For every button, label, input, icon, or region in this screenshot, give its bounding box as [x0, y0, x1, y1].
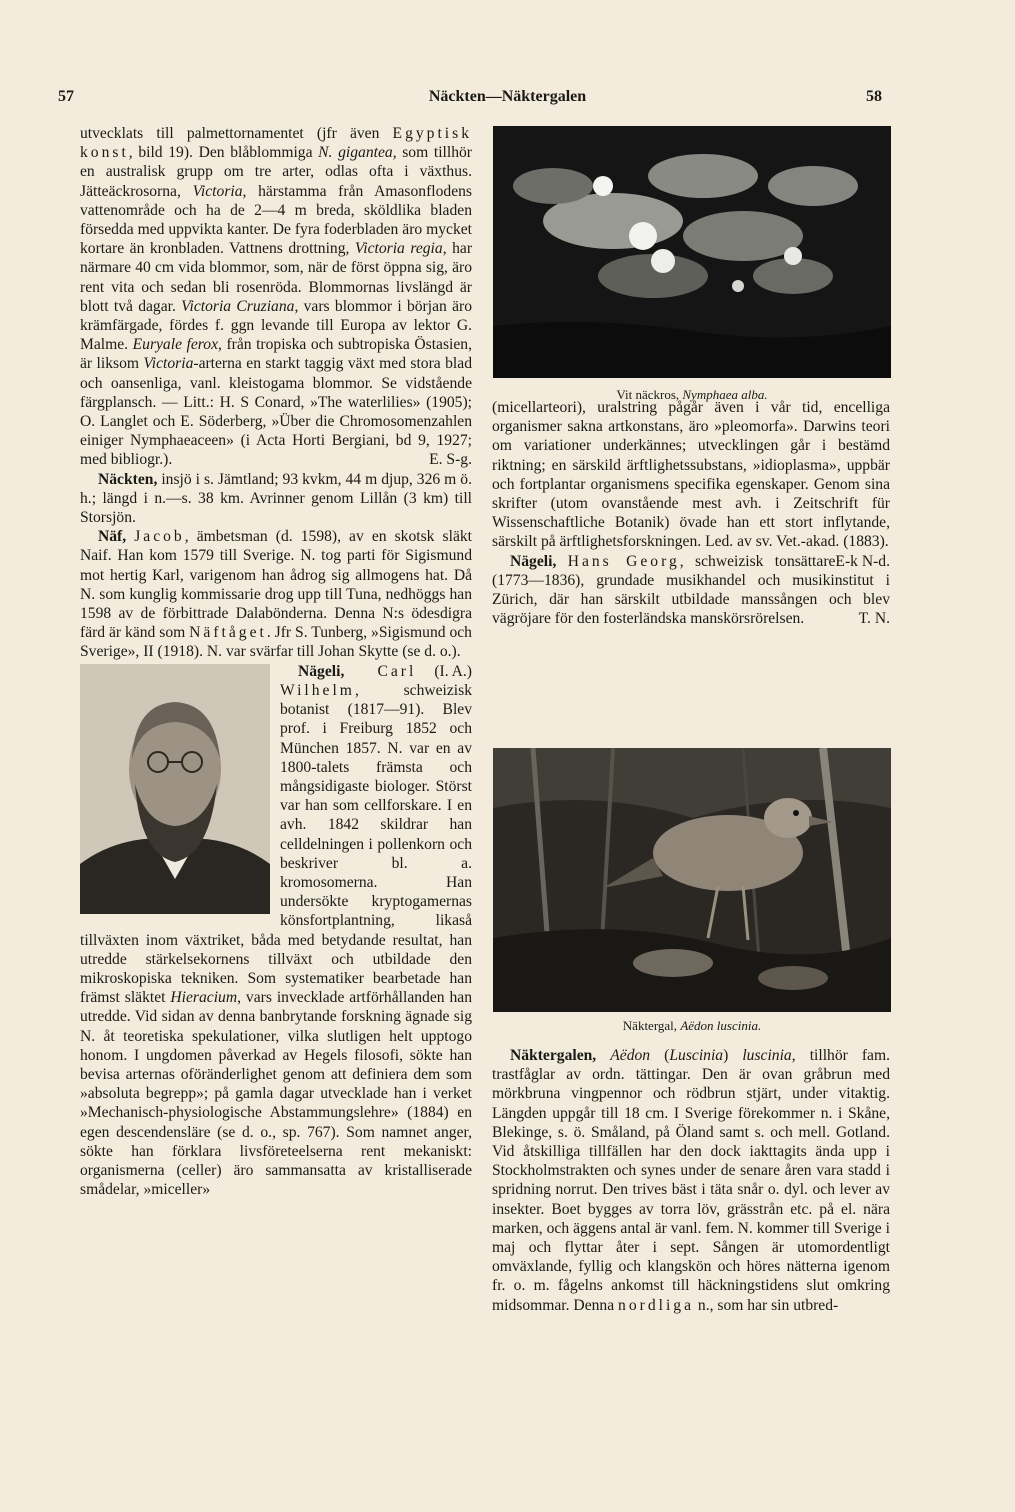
signature: E-k N-d.: [835, 552, 890, 570]
signature: E. S-g.: [429, 451, 472, 469]
page-number-right: 58: [866, 88, 882, 105]
entry-naktergalen: Näktergalen, Aëdon (Luscinia) luscinia, tillhör fam. trastfåglar av ordn. tättingar. Den är ovan gråbrun med mörkbruna vingpennor och rödbrun stjärt, under vitaktig. Längden uppgår till 18 cm. I Sverige förekommer n. i Skåne, Blekinge, s. ö. Småland, på Öland samt s. och mell. Gotland. Vid åtskilliga tillfällen har den dock iakttagits ända upp i Stockholmstrakten och synes under de senare åren vara stadd i spridning norrut. Den trives bäst i täta snår o. dyl. och lever av insekter. Boet bygges av torra löv, grässtrån etc. på el. nära marken, och äggens antal är vanl. fem. N. kommer till Sverige i maj och flyttar åter i sept. Sången är utomordentligt omväxlande, fyllig och klangskön och höres nätterna igenom fr. o. m. fågelns ankomst till häckningstidens slut omkring midsommar. Denna nordliga n., som har sin utbred-: [492, 1047, 891, 1314]
portrait-carl-nageli: [80, 664, 270, 914]
running-title: Näckten—Näktergalen: [428, 88, 587, 105]
signature: (I. A.): [434, 662, 472, 680]
nightingale-image: [493, 748, 891, 1012]
entry-nackten: Näckten, insjö i s. Jämtland; 93 kvkm, 44 m djup, 326 m ö. h.; längd i n.—s. 38 km. Avrinner genom Lillån (3 km) till Storsjön.: [80, 470, 472, 527]
right-column-lower: [492, 1046, 890, 1315]
entry-nackrosor-continuation: utvecklats till palmettornamentet (jfr även Egyptisk konst, bild 19). Den blåblommiga N. gigantea, som tillhör en australisk grupp om tre arter, odlas ofta i växthus. Jätteäckrosorna, Victoria, härstamma från Amasonflodens vattenområde och ha de 2—4 m breda, sköldlika bladen försedda med uppvikta kanter. De fyra foderbladen äro mycket kortare än kronbladen. Vattnens drottning, Victoria regia, har närmare 40 cm vida blommor, som, när de först öppna sig, äro rent vita och sedan bli rosenröda. Blommornas livslängd är blott två dagar. Victoria Cruziana, vars blommor i början äro krämfärgade, fördes f. ggn levande till Europa av lektor G. Malme. Euryale ferox, från tropiska och subtropiska Östasien, är liksom Victoria-arterna en starkt taggig växt med stora blad och oansenliga, vanl. kleistogama blommor. Se vidstående färgplansch. — Litt.: H. S Conard, »The waterlilies» (1905); O. Langlet och E. Söderberg, »Über die Chromosomenzahlen einiger Nymphaeaceen» (i Acta Horti Bergiani, bd 9, 1927; med bibliogr.). E. S-g.: [80, 125, 473, 469]
nymphaea-image: [493, 126, 891, 378]
page-number-left: 57: [58, 88, 74, 105]
entry-nageli-hans-georg: Nägeli, Hans Georg, schweizisk tonsättare (1773—1836), grundade musikhandel och musikinstitut i Zürich, där han särskilt utbildade manssången och blev vägröjare för den fosterländska manskörsrörelsen. T. N.: [492, 552, 890, 628]
caption-nightingale: Näktergal, Aëdon luscinia.: [622, 1018, 762, 1033]
entry-nageli-carl-wilhelm: Nägeli, Carl Wilhelm, schweizisk botanist (1817—91). Blev prof. i Freiburg 1852 och München 1857. N. var en av 1800-talets främsta och mångsidigaste biologer. Störst var han som cellforskare. I en avh. 1842 skildrar han celldelningen i pollenkorn och beskriver bl. a. kromosomerna. Han undersökte kryptogamernas könsfortplantning, likaså tillväxten inom växtriket, båda med betydande resultat, han utredde stärkelsekornens tillväxt och utbildade den mikroskopiska tekniken. Som systematiker bearbetade han främst släktet Hieracium, vars invecklade artförhållanden han utredde. Vid sidan av denna banbrytande forskning ägnade sig N. åt teoretiska spekulationer, vilka slutligen helt upptogo honom. I ungdomen påverkad av Hegels filosofi, sökte han bevisa arternas oföränderlighet genom att definiera dem som »absoluta begrepp»; på gamla dagar utvecklade han i verket »Mechanisch-physiologische Abstammungslehre» (1884) en egen descendensläre (se d. o., sp. 767). Som namnet anger, sökte han förklara livsföreteelserna rent mekaniskt: organismerna (celler) äro sammansatta av kristalliserade smådelar, »miceller»: [80, 662, 472, 1199]
right-column-upper: [492, 398, 890, 628]
caption-water-lily: Vit näckros, Nymphaea alba.: [616, 387, 768, 402]
entry-nageli-continuation: (micellarteori), uralstring pågår även i vår tid, encelliga organismer sakna artkonstans, äro »pleomorfa». Darwins teori om variationer underkännes; utvecklingen går i bestämd riktning; en särskild ärftlighetssubstans, »idioplasma», uppbär och fortplantar organismens specifika egenskaper. Genom sina skrifter (utom ovanstående mest avh. i Zeitschrift für Wissenschaftliche Botanik) övade han ett stort inflytande, särskilt på ärftlighetsforskningen. Led. av sv. Vet.-akad. (1883). E-k N-d.: [492, 399, 890, 570]
page-header: [0, 88, 1015, 114]
nightingale-photo: [493, 748, 891, 1012]
water-lily-photo: [493, 126, 891, 378]
left-column: [80, 124, 472, 1199]
portrait-image: [80, 664, 270, 914]
entry-naf-jacob: Näf, Jacob, ämbetsman (d. 1598), av en skotsk släkt Naif. Han kom 1579 till Sverige. N. tog parti för Sigismund mot hertig Karl, varigenom han ådrog sig allmogens hat. Då N. som kunglig kommissarie drog upp till Tuna, nedhöggs han 1598 av de förbittrade Dalabönderna. Denna N:s ödesdigra färd är känd som Näftåget. Jfr S. Tunberg, »Sigismund och Sverige», II (1918). N. var svärfar till Johan Skytte (se d. o.). (I. A.): [80, 528, 472, 680]
signature: T. N.: [858, 610, 890, 628]
